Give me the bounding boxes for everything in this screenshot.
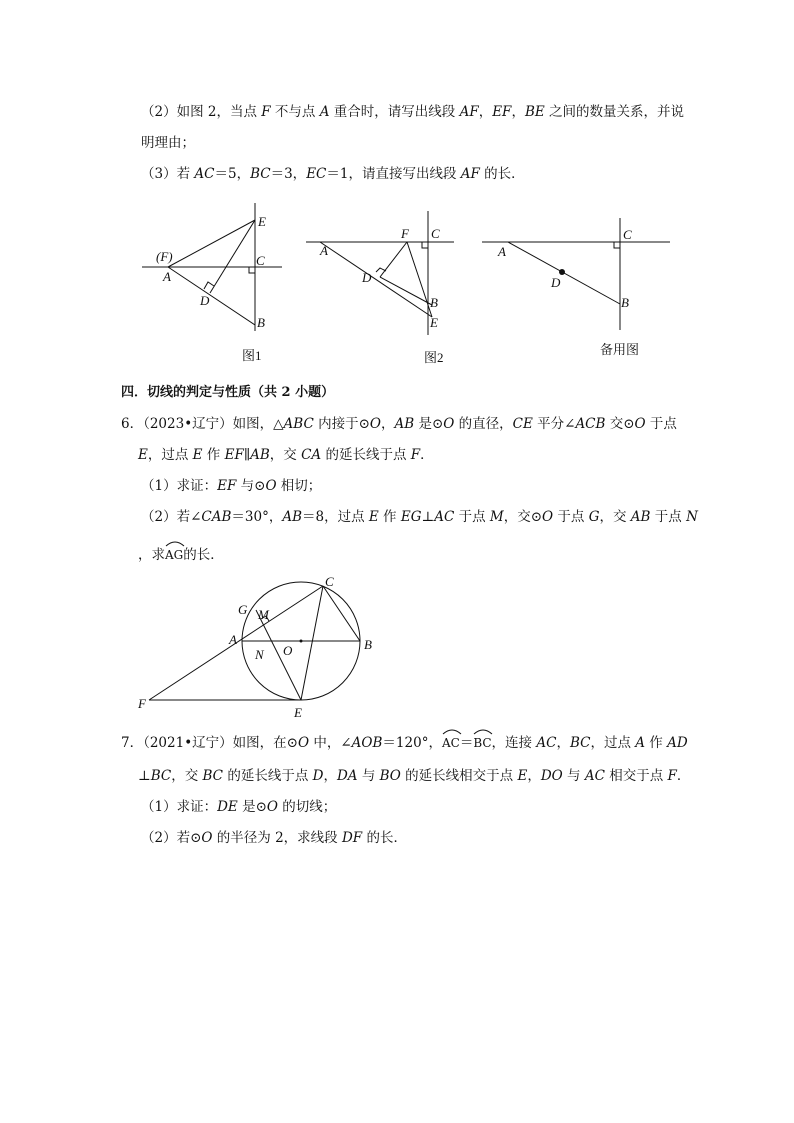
q7-part2: （2）若⊙O 的半径为 2，求线段 DF 的长． [141,830,407,846]
q6-line2: E，过点 E 作 EF∥AB，交 CA 的延长线于点 F． [138,447,434,463]
q5-part2-line2: 明理由； [141,135,195,151]
figure-2 [300,205,460,370]
figure-1 [130,195,290,370]
fig3-label-a: A [498,244,506,259]
arc-ag: AG [165,545,183,565]
fig1-label-d: D [200,293,210,308]
fig2-label-d: D [362,270,372,285]
fig2-label-a: A [320,243,328,258]
fig1-label-b: B [257,315,265,330]
fig1-label-f: (F) [156,249,173,264]
q6fig-label-c: C [325,574,334,589]
fig1-label-e: E [258,214,266,229]
q6fig-label-a: A [229,632,237,647]
fig3-caption: 备用图 [600,342,640,357]
section-heading: 四．切线的判定与性质（共 2 小题） [121,385,335,400]
q6fig-label-o: O [283,643,293,658]
q6fig-label-g: G [238,602,248,617]
fig1-label-c: C [256,253,265,268]
fig3-label-d: D [551,275,561,290]
q6-part2: （2）若∠CAB＝30°，AB＝8，过点 E 作 EG⊥AC 于点 M，交⊙O 于点 G，交 AB 于点 N [141,509,698,525]
q6fig-label-m: M [258,607,269,622]
q6-part2-line2: ，求 AG的长． [138,545,224,565]
fig2-label-c: C [431,226,440,241]
fig2-label-b: B [430,295,438,310]
fig2-caption: 图2 [424,350,444,365]
figure-q6 [135,575,385,725]
fig1-caption: 图1 [242,348,262,363]
fig1-label-a: A [163,269,171,284]
fig3-label-c: C [623,227,632,242]
q6fig-label-e: E [294,705,302,720]
arc-bc: BC [473,733,491,753]
q7-part1: （1）求证：DE 是⊙O 的切线； [141,799,337,815]
q6-part1: （1）求证：EF 与⊙O 相切； [141,478,322,494]
q6-line1: 6．（2023•辽宁）如图，△ABC 内接于⊙O，AB 是⊙O 的直径，CE 平分∠ACB 交⊙O 于点 [121,416,677,432]
arc-symbol-icon [442,727,462,735]
q5-part3: （3）若 AC＝5，BC＝3，EC＝1，请直接写出线段 AF 的长． [141,166,525,182]
fig3-label-b: B [621,295,629,310]
q6fig-label-b: B [364,637,372,652]
q7-line2: ⊥BC，交 BC 的延长线于点 D，DA 与 BO 的延长线相交于点 E，DO 与 AC 相交于点 F． [138,768,691,784]
q7-line1: 7．（2021•辽宁）如图，在⊙O 中，∠AOB＝120°， AC＝ BC，连接 AC，BC，过点 A 作 AD [121,733,688,753]
q6fig-label-n: N [255,647,264,662]
figure-backup [478,212,678,362]
arc-ac: AC [442,733,460,753]
arc-symbol-icon [165,539,185,547]
q6fig-label-f: F [138,696,146,711]
arc-symbol-icon [473,727,493,735]
fig2-label-f: F [401,226,409,241]
q5-part2-line1: （2）如图 2，当点 F 不与点 A 重合时，请写出线段 AF，EF，BE 之间的数量关系，并说 [141,104,685,120]
fig2-label-e: E [430,315,438,330]
